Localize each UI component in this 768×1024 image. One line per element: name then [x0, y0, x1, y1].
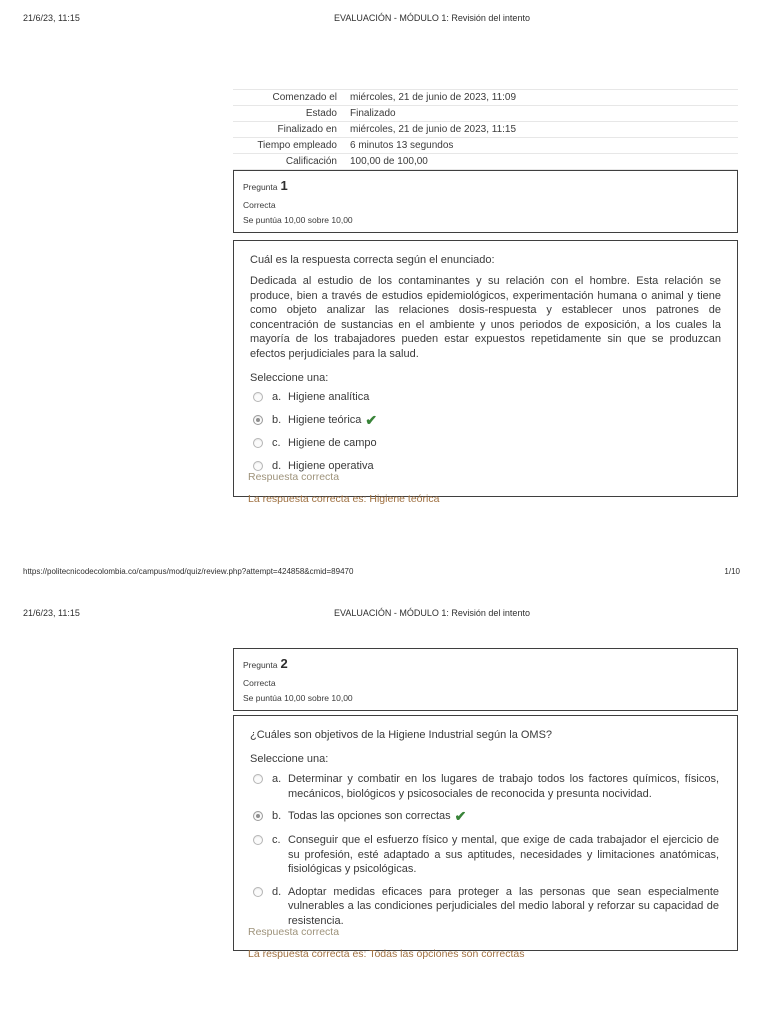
answer-options — [250, 390, 721, 475]
header-datetime: 21/6/23, 11:15 — [23, 608, 80, 618]
footer-url: https://politecnicodecolombia.co/campus/mod/quiz/review.php?attempt=424858&cmid=89470 — [23, 567, 354, 576]
summary-value: Finalizado — [350, 108, 396, 119]
feedback-correct-answer: La respuesta correcta es: Higiene teórica — [248, 493, 440, 505]
answer-option-c[interactable]: c. Conseguir que el esfuerzo físico y mental, que exige de cada trabajador el ejercicio de su profesión, esté adaptado a sus aptitudes, necesidades y limitaciones anatómicas, fisiológicas y psicológicas. — [250, 833, 721, 877]
answer-option-b-selected[interactable]: b. Todas las opciones son correctas ✔ — [250, 809, 721, 825]
question-2-info-box — [233, 648, 738, 711]
radio-unselected-icon[interactable] — [253, 887, 263, 897]
print-header — [0, 608, 768, 618]
question-number: Pregunta 1 — [243, 178, 288, 193]
table-row — [233, 138, 738, 154]
question-prompt: Cuál es la respuesta correcta según el enunciado: — [250, 254, 495, 266]
question-body: Dedicada al estudio de los contaminantes y su relación con el hombre. Esta relación se produce, bien a través de estudios epidemiológicos, experimentación humana o animal y tiene como objeto analizar las relaciones dosis-respuesta y establecer unos patrones de concentración de sustancias en el ambiente y unos periodos de exposición, a los cuales la mayoría de los trabajadores pueden estar expuestos repetidamente sin que se produzcan efectos perjudiciales para la salud. — [250, 275, 721, 360]
question-2-feedback — [248, 926, 524, 960]
summary-label: Calificación — [285, 156, 337, 167]
table-row — [233, 106, 738, 122]
select-one-label: Seleccione una: — [250, 753, 329, 765]
select-one-label: Seleccione una: — [250, 372, 329, 384]
feedback-title: Respuesta correcta — [248, 471, 340, 483]
radio-unselected-icon[interactable] — [253, 438, 263, 448]
question-number: Pregunta 2 — [243, 656, 288, 671]
question-status: Correcta — [243, 200, 276, 210]
header-datetime: 21/6/23, 11:15 — [23, 13, 80, 23]
answer-option-a[interactable]: a. Higiene analítica — [250, 390, 721, 406]
radio-unselected-icon[interactable] — [253, 835, 263, 845]
question-1-feedback — [248, 471, 439, 505]
correct-check-icon: ✔ — [454, 808, 467, 824]
header-title: EVALUACIÓN - MÓDULO 1: Revisión del intento — [334, 13, 530, 23]
summary-label: Comenzado el — [272, 92, 337, 103]
table-row — [233, 122, 738, 138]
pdf-page-2 — [0, 592, 768, 1024]
print-footer — [0, 567, 768, 576]
answer-option-c[interactable]: c. Higiene de campo — [250, 436, 721, 452]
summary-value: 6 minutos 13 segundos — [350, 140, 454, 151]
summary-value: 100,00 de 100,00 — [350, 156, 428, 167]
table-row — [233, 154, 738, 170]
summary-label: Tiempo empleado — [257, 140, 337, 151]
correct-check-icon: ✔ — [365, 412, 378, 428]
feedback-title: Respuesta correcta — [248, 926, 340, 938]
answer-option-b-selected[interactable]: b. Higiene teórica ✔ — [250, 413, 721, 429]
question-points: Se puntúa 10,00 sobre 10,00 — [243, 693, 353, 703]
radio-unselected-icon[interactable] — [253, 392, 263, 402]
question-2-content-box — [233, 715, 738, 951]
header-title: EVALUACIÓN - MÓDULO 1: Revisión del intento — [334, 608, 530, 618]
question-points: Se puntúa 10,00 sobre 10,00 — [243, 215, 353, 225]
attempt-summary-table — [233, 89, 738, 170]
answer-option-d[interactable]: d. Adoptar medidas eficaces para proteger a las personas que sean especialmente vulnerables a las condiciones perjudiciales del medio laboral y reforzar su capacidad de resistencia. — [250, 885, 721, 929]
summary-label: Finalizado en — [277, 124, 337, 135]
feedback-correct-answer: La respuesta correcta es: Todas las opciones son correctas — [248, 948, 525, 960]
question-status: Correcta — [243, 678, 276, 688]
answer-options — [250, 772, 721, 928]
radio-unselected-icon[interactable] — [253, 461, 263, 471]
footer-page-indicator: 1/10 — [724, 567, 740, 576]
answer-option-a[interactable]: a. Determinar y combatir en los lugares de trabajo todos los factores químicos, físicos, mecánicos, biológicos y psicosociales de reconocida y presunta nocividad. — [250, 772, 721, 801]
radio-unselected-icon[interactable] — [253, 774, 263, 784]
question-1-info-box — [233, 170, 738, 233]
summary-value: miércoles, 21 de junio de 2023, 11:09 — [350, 92, 517, 103]
radio-selected-icon[interactable] — [253, 811, 263, 821]
question-prompt: ¿Cuáles son objetivos de la Higiene Industrial según la OMS? — [250, 729, 553, 741]
table-row — [233, 90, 738, 106]
print-header — [0, 13, 768, 23]
summary-label: Estado — [305, 108, 337, 119]
answer-option-d[interactable]: d. Higiene operativa — [250, 459, 721, 475]
radio-selected-icon[interactable] — [253, 415, 263, 425]
summary-value: miércoles, 21 de junio de 2023, 11:15 — [350, 124, 517, 135]
question-1-content-box — [233, 240, 738, 497]
